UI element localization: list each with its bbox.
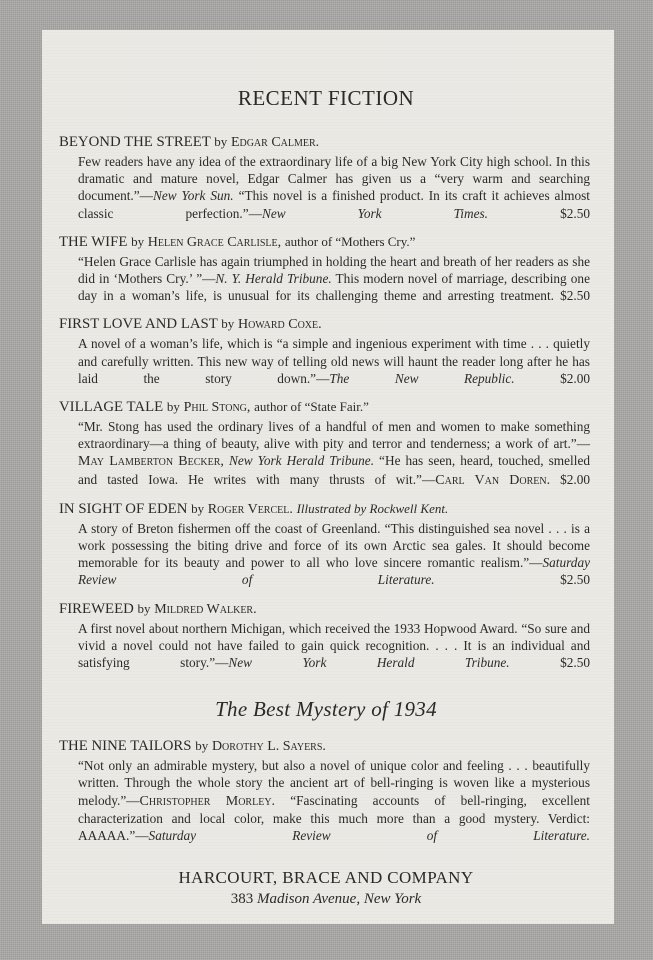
by-word: by bbox=[195, 738, 209, 754]
book-title: BEYOND THE STREET bbox=[59, 134, 211, 150]
book-entry-mystery bbox=[59, 736, 590, 844]
book-description: “Helen Grace Carlisle has again triumphed in holding the heart and breath of her readers as she did in ‘Mothers Cry.’ ”—N. Y. Herald Tribune. This modern novel of marriage, describing one day in a woman’s life, is unusual for its challenging theme and arresting treatment. $2.50 bbox=[78, 253, 590, 304]
address-street: Madison Avenue, New York bbox=[257, 891, 422, 908]
book-entry bbox=[59, 599, 590, 672]
book-description: “Mr. Stong has used the ordinary lives of a handful of men and women to make something extraordinary—a thing of beauty, alive with pity and terror and tenderness; a work of art.”—May Lamberton Becker, New York Herald Tribune. “He has seen, heard, touched, smelled and tasted Iowa. He writes with many thrusts of wit.”—Carl Van Doren. $2.00 bbox=[78, 419, 590, 488]
book-note: author of “State Fair.” bbox=[254, 399, 369, 415]
mystery-heading: The Best Mystery of 1934 bbox=[215, 697, 437, 722]
book-entry bbox=[59, 314, 590, 387]
book-title: THE WIFE bbox=[59, 233, 128, 250]
book-description: “Not only an admirable mystery, but also a novel of unique color and feeling . . . beautifully written. Through the whole story the ancient art of bell-ringing is woven like a mysterious melody.”—Christopher Morley. “Fascinating accounts of bell-ringing, excellent characterization and local color, make this much more than a good mystery. Verdict: AAAAA.”—Saturday Review of Literature. bbox=[78, 758, 590, 844]
book-author: Helen Grace Carlisle, bbox=[147, 234, 282, 250]
book-author: Roger Vercel. bbox=[207, 501, 293, 517]
by-word: by bbox=[166, 399, 180, 415]
book-description: A novel of a woman’s life, which is “a simple and ingenious experiment with time . . . quietly and carefully written. This new way of telling old news will haunt the reader long after he has laid the story down.”—The New Republic. $2.00 bbox=[78, 336, 590, 386]
book-title: THE NINE TAILORS bbox=[59, 738, 192, 755]
book-title-line bbox=[59, 397, 590, 417]
book-title: FIREWEED bbox=[59, 600, 134, 617]
book-title-line bbox=[59, 736, 590, 756]
book-author: Phil Stong, bbox=[183, 400, 251, 416]
by-word: by bbox=[131, 233, 145, 249]
book-title-line bbox=[59, 314, 590, 334]
book-entry bbox=[59, 397, 590, 489]
book-author: Mildred Walker. bbox=[154, 601, 257, 617]
publisher-name: HARCOURT, BRACE AND COMPANY bbox=[178, 868, 474, 888]
book-entry bbox=[59, 499, 590, 589]
jacket-panel bbox=[42, 30, 614, 924]
book-title-line bbox=[59, 499, 590, 519]
book-description: A first novel about northern Michigan, which received the 1933 Hopwood Award. “So sure and vivid a novel could not have failed to gain quick recognition. . . . It is an individual and satisfying story.”—New York Herald Tribune. $2.50 bbox=[78, 620, 590, 671]
book-title-line bbox=[59, 232, 590, 252]
book-title: IN SIGHT OF EDEN bbox=[59, 500, 188, 517]
by-word: by bbox=[191, 500, 205, 516]
publisher-address bbox=[62, 891, 590, 908]
book-title-line bbox=[59, 599, 590, 619]
by-word: by bbox=[221, 316, 235, 332]
by-word: by bbox=[137, 600, 151, 616]
book-author: Edgar Calmer. bbox=[230, 135, 320, 150]
book-note: Illustrated by Rockwell Kent. bbox=[296, 500, 449, 516]
book-description: A story of Breton fishermen off the coast of Greenland. “This distinguished sea novel . . . is a work possessing the biting drive and force of its own Arctic sea gales. It should become memorable for its beauty and power to all who love sincere romantic realism.”—Saturday Review of Literature. $2.50 bbox=[78, 520, 590, 588]
by-word: by bbox=[214, 134, 228, 149]
book-entry bbox=[59, 132, 591, 222]
book-list bbox=[59, 132, 591, 671]
page-title: RECENT FICTION bbox=[237, 86, 415, 110]
book-entry bbox=[59, 232, 590, 305]
book-title: VILLAGE TALE bbox=[59, 399, 164, 416]
book-author: Howard Coxe. bbox=[237, 317, 322, 333]
book-note: author of “Mothers Cry.” bbox=[284, 233, 416, 249]
address-number: 383 bbox=[230, 891, 254, 908]
book-description: Few readers have any idea of the extraordinary life of a big New York City high school. In this dramatic and mature novel, Edgar Calmer has given us a “very warm and searching document.”—New York Sun. “This novel is a finished product. In its craft it achieves almost classic perfection.”—New York Times. $2.50 bbox=[78, 154, 591, 221]
book-title: FIRST LOVE AND LAST bbox=[59, 316, 218, 333]
book-author: Dorothy L. Sayers. bbox=[211, 739, 326, 755]
book-title-line bbox=[59, 132, 590, 152]
